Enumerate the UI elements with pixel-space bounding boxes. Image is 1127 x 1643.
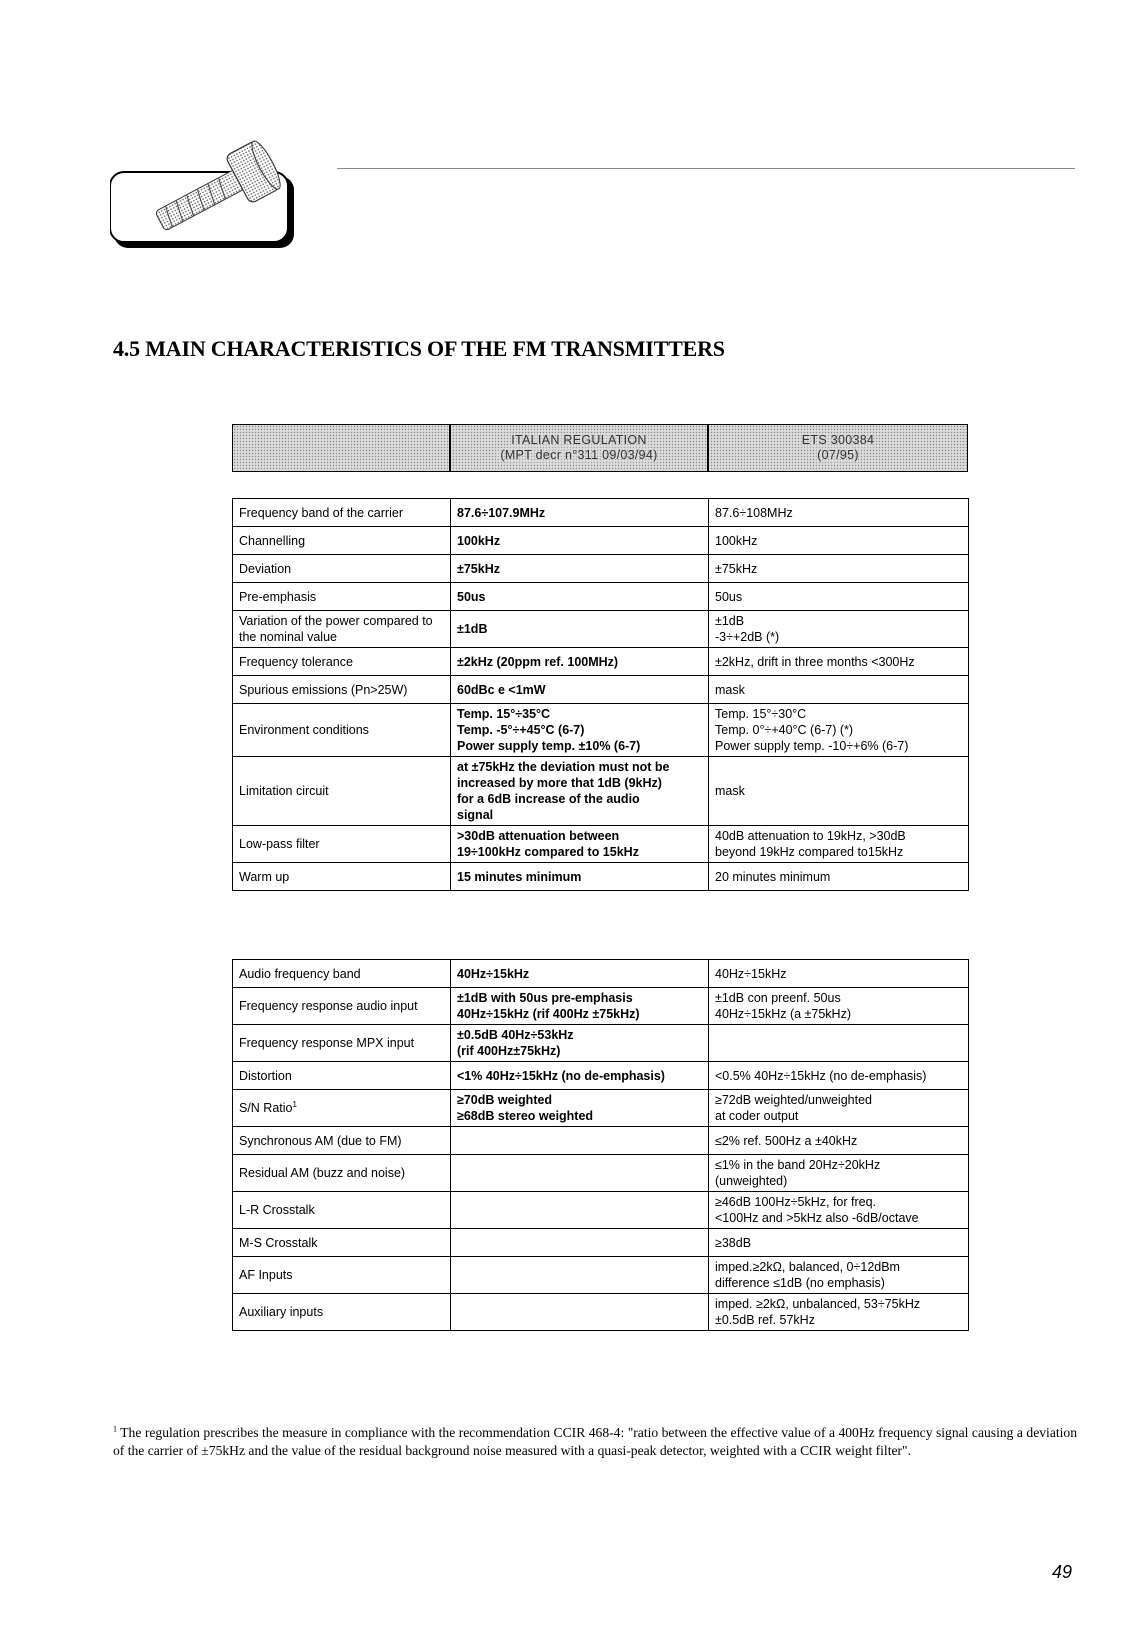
footnote-marker: 1 [113,1424,117,1434]
italian-value-cell [451,611,709,648]
parameter-cell [233,988,451,1025]
parameter-label: Channelling [239,533,306,548]
parameter-cell [233,555,451,583]
value-line: Temp. 15°÷30°C [715,707,807,721]
value-line: ±2kHz (20ppm ref. 100MHz) [457,654,619,669]
value-line: ≥68dB stereo weighted [457,1109,594,1123]
parameter-label: Audio frequency band [239,966,361,981]
value-line: 40Hz÷15kHz (a ±75kHz) [715,1007,851,1021]
value-line: 15 minutes minimum [457,869,582,884]
italian-value-cell [451,826,709,863]
header-ets-line2: (07/95) [817,448,859,462]
parameter-label: Frequency band of the carrier [239,505,403,520]
ets-value-cell [709,704,969,757]
value-line: signal [457,808,494,822]
parameter-cell [233,1192,451,1229]
value-line: Temp. -5°÷+45°C (6-7) [457,723,585,737]
value-line: at coder output [715,1109,799,1123]
value-line: -3÷+2dB (*) [715,630,780,644]
table-row [233,1294,969,1331]
parameter-cell [233,1062,451,1090]
value-line: ≥46dB 100Hz÷5kHz, for freq. [715,1195,877,1209]
parameter-cell [233,863,451,891]
table-row [233,1090,969,1127]
table-row [233,1257,969,1294]
header-italian-regulation [451,425,709,471]
parameter-cell [233,648,451,676]
italian-value-cell [451,988,709,1025]
value-line: imped. ≥2kΩ, unbalanced, 53÷75kHz [715,1297,921,1311]
table-row [233,757,969,826]
parameter-cell [233,1025,451,1062]
parameter-cell [233,1229,451,1257]
italian-value-cell [451,757,709,826]
parameter-cell [233,704,451,757]
value-line: >30dB attenuation between [457,829,620,843]
audio-characteristics-table [232,959,969,1331]
value-line: 87.6÷107.9MHz [457,505,546,520]
table-row [233,611,969,648]
parameter-cell [233,1257,451,1294]
italian-value-cell [451,1090,709,1127]
section-title: 4.5 MAIN CHARACTERISTICS OF THE FM TRANSMITTERS [113,336,725,361]
table-row [233,1155,969,1192]
value-line: ≤2% ref. 500Hz a ±40kHz [715,1133,858,1148]
parameter-cell [233,676,451,704]
value-line: ±75kHz [715,561,758,576]
ets-value-cell [709,1192,969,1229]
italian-value-cell [451,1192,709,1229]
value-line: ±0.5dB 40Hz÷53kHz [457,1028,574,1042]
parameter-cell [233,1155,451,1192]
value-line: 40dB attenuation to 19kHz, >30dB [715,829,906,843]
parameter-label: Spurious emissions (Pn>25W) [239,682,408,697]
header-ets-line1: ETS 300384 [801,433,875,447]
value-line: ±0.5dB ref. 57kHz [715,1313,815,1327]
value-line: ±75kHz [457,561,500,576]
table-row [233,527,969,555]
table-row [233,863,969,891]
header-blank-cell [233,425,451,471]
parameter-label: Deviation [239,561,292,576]
value-line: ±2kHz, drift in three months <300Hz [715,654,915,669]
parameter-cell [233,1090,451,1127]
value-line: Power supply temp. ±10% (6-7) [457,739,641,753]
ets-value-cell [709,1257,969,1294]
header-italian-line1: ITALIAN REGULATION [511,433,647,447]
parameter-label: L-R Crosstalk [239,1203,315,1217]
ets-value-cell [709,757,969,826]
italian-value-cell [451,960,709,988]
parameter-label: Low-pass filter [239,837,320,851]
italian-value-cell [451,1294,709,1331]
value-line: 100kHz [457,533,501,548]
ets-value-cell [709,648,969,676]
value-line: for a 6dB increase of the audio [457,792,640,806]
parameter-label: Frequency response audio input [239,999,418,1013]
value-line: 40Hz÷15kHz [715,966,787,981]
value-line: 50us [457,589,486,604]
value-line: (unweighted) [715,1174,788,1188]
value-line: 20 minutes minimum [715,869,831,884]
value-line: 100kHz [715,533,758,548]
table-row [233,1229,969,1257]
table-row [233,648,969,676]
ets-value-cell [709,555,969,583]
value-line: ±1dB [457,622,488,636]
parameter-label: Pre-emphasis [239,589,317,604]
ets-value-cell [709,1294,969,1331]
parameter-label: Synchronous AM (due to FM) [239,1133,402,1148]
value-line: at ±75kHz the deviation must not be [457,760,670,774]
parameter-cell [233,1294,451,1331]
table-row [233,704,969,757]
table-row [233,826,969,863]
table-row [233,1025,969,1062]
value-line: ≥38dB [715,1235,752,1250]
table-row [233,583,969,611]
parameter-label: Frequency tolerance [239,654,353,669]
parameter-label: Distortion [239,1068,292,1083]
value-line: mask [715,784,745,798]
parameter-cell [233,960,451,988]
value-line: ≤1% in the band 20Hz÷20kHz [715,1158,881,1172]
ets-value-cell [709,863,969,891]
italian-value-cell [451,1257,709,1294]
value-line: ±1dB with 50us pre-emphasis [457,991,633,1005]
italian-value-cell [451,1062,709,1090]
value-line: 19÷100kHz compared to 15kHz [457,845,639,859]
table-row [233,988,969,1025]
value-line: 40Hz÷15kHz [457,966,530,981]
italian-value-cell [451,676,709,704]
table-row [233,555,969,583]
parameter-label: Warm up [239,869,290,884]
parameter-label: S/N Ratio [239,1101,293,1115]
value-line: 87.6÷108MHz [715,505,793,520]
footnote [113,1424,1077,1460]
value-line: mask [715,682,745,697]
ets-value-cell [709,1062,969,1090]
parameter-label: Variation of the power compared to the nominal value [239,614,433,644]
value-line: ≥72dB weighted/unweighted [715,1093,872,1107]
value-line: ≥70dB weighted [457,1093,553,1107]
italian-value-cell [451,1025,709,1062]
parameter-label: Auxiliary inputs [239,1305,324,1319]
value-line: ±1dB con preenf. 50us [715,991,841,1005]
parameter-label: M-S Crosstalk [239,1235,318,1250]
parameter-label: Frequency response MPX input [239,1036,415,1050]
value-line: 40Hz÷15kHz (rif 400Hz ±75kHz) [457,1007,640,1021]
italian-value-cell [451,555,709,583]
ets-value-cell [709,826,969,863]
italian-value-cell [451,1229,709,1257]
value-line: Temp. 0°÷+40°C (6-7) (*) [715,723,854,737]
parameter-cell [233,499,451,527]
italian-value-cell [451,583,709,611]
page-number: 49 [1052,1562,1073,1582]
value-line: Power supply temp. -10÷+6% (6-7) [715,739,909,753]
value-line: difference ≤1dB (no emphasis) [715,1276,885,1290]
parameter-label: Environment conditions [239,723,369,737]
value-line: (rif 400Hz±75kHz) [457,1044,561,1058]
header-italian-line2: (MPT decr n°311 09/03/94) [500,448,658,462]
parameter-cell [233,1127,451,1155]
ets-value-cell [709,1090,969,1127]
ets-value-cell [709,499,969,527]
parameter-label: AF Inputs [239,1268,293,1282]
bolt-logo-icon [110,140,300,255]
value-line: Temp. 15°÷35°C [457,707,551,721]
value-line: 50us [715,589,743,604]
value-line: 60dBc e <1mW [457,682,546,697]
ets-value-cell [709,1025,969,1062]
value-line: imped.≥2kΩ, balanced, 0÷12dBm [715,1260,900,1274]
regulation-header [232,424,968,472]
italian-value-cell [451,648,709,676]
value-line: <1% 40Hz÷15kHz (no de-emphasis) [457,1068,665,1083]
header-ets [709,425,967,471]
footnote-text: The regulation prescribes the measure in compliance with the recommendation CCIR 468-4: "ratio between the effective value of a 400Hz frequency signal causing a deviation of the carrier of ±75kHz and the value of the residual background noise measured with a quasi-peak detector, weighted with a CCIR weight filter". [113,1425,1078,1458]
italian-value-cell [451,704,709,757]
parameter-cell [233,826,451,863]
italian-value-cell [451,1127,709,1155]
ets-value-cell [709,527,969,555]
header-rule [337,168,1075,169]
parameter-cell [233,757,451,826]
value-line: <0.5% 40Hz÷15kHz (no de-emphasis) [715,1068,927,1083]
table-row [233,1127,969,1155]
value-line: increased by more that 1dB (9kHz) [457,776,662,790]
table-row [233,960,969,988]
value-line: ±1dB [715,614,745,628]
ets-value-cell [709,583,969,611]
italian-value-cell [451,863,709,891]
rf-characteristics-table [232,498,969,891]
parameter-cell [233,583,451,611]
ets-value-cell [709,676,969,704]
parameter-cell [233,527,451,555]
value-line: <100Hz and >5kHz also -6dB/octave [715,1211,919,1225]
parameter-label: Limitation circuit [239,784,329,798]
italian-value-cell [451,1155,709,1192]
italian-value-cell [451,499,709,527]
parameter-label: Residual AM (buzz and noise) [239,1166,406,1180]
table-row [233,499,969,527]
ets-value-cell [709,988,969,1025]
ets-value-cell [709,1229,969,1257]
parameter-cell [233,611,451,648]
italian-value-cell [451,527,709,555]
ets-value-cell [709,1127,969,1155]
ets-value-cell [709,1155,969,1192]
table-row [233,676,969,704]
ets-value-cell [709,960,969,988]
table-row [233,1192,969,1229]
value-line: beyond 19kHz compared to15kHz [715,845,904,859]
ets-value-cell [709,611,969,648]
footnote-reference: 1 [292,1099,297,1109]
table-row [233,1062,969,1090]
